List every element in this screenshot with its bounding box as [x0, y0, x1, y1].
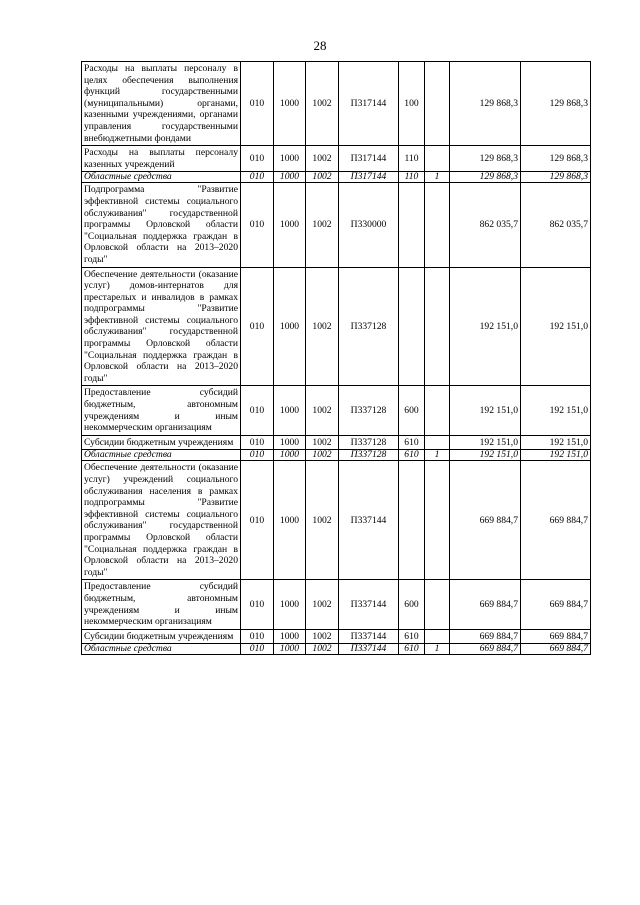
expense-type-cell: 110 [399, 172, 425, 183]
amount-total-cell: 669 884,7 [521, 461, 591, 580]
row-name-cell: Расходы на выплаты персоналу казенных учреждений [82, 146, 241, 172]
table-row [82, 267, 591, 386]
expense-type-cell: 610 [399, 629, 425, 644]
target-article-cell: П330000 [339, 183, 399, 267]
ministry-code-cell: 010 [241, 629, 274, 644]
table-row [82, 629, 591, 644]
amount-approved-cell: 129 868,3 [450, 62, 521, 146]
section-code-cell: 1000 [274, 644, 306, 655]
target-article-cell: П337144 [339, 644, 399, 655]
amount-total-cell: 192 151,0 [521, 435, 591, 450]
section-code-cell: 1000 [274, 461, 306, 580]
funding-code-cell: 1 [425, 644, 450, 655]
ministry-code-cell: 010 [241, 62, 274, 146]
funding-code-cell [425, 461, 450, 580]
funding-code-cell [425, 435, 450, 450]
target-article-cell: П337128 [339, 435, 399, 450]
expense-type-cell: 610 [399, 435, 425, 450]
funding-code-cell [425, 386, 450, 435]
amount-approved-cell: 192 151,0 [450, 435, 521, 450]
target-article-cell: П337128 [339, 267, 399, 386]
amount-total-cell: 669 884,7 [521, 644, 591, 655]
subsection-code-cell: 1002 [306, 580, 339, 629]
amount-approved-cell: 669 884,7 [450, 461, 521, 580]
amount-approved-cell: 669 884,7 [450, 580, 521, 629]
table-row [82, 435, 591, 450]
row-name-cell: Предоставление субсидий бюджетным, автономным учреждениям и иным некоммерческим организациям [82, 580, 241, 629]
subsection-code-cell: 1002 [306, 62, 339, 146]
subsection-code-cell: 1002 [306, 450, 339, 461]
funding-source-row [82, 644, 591, 655]
section-code-cell: 1000 [274, 62, 306, 146]
amount-approved-cell: 192 151,0 [450, 386, 521, 435]
section-code-cell: 1000 [274, 435, 306, 450]
expense-type-cell: 610 [399, 644, 425, 655]
ministry-code-cell: 010 [241, 644, 274, 655]
amount-total-cell: 669 884,7 [521, 580, 591, 629]
table-body [82, 62, 591, 655]
target-article-cell: П317144 [339, 146, 399, 172]
expense-type-cell: 600 [399, 580, 425, 629]
expense-type-cell [399, 267, 425, 386]
table-row [82, 386, 591, 435]
subsection-code-cell: 1002 [306, 644, 339, 655]
row-name-cell: Предоставление субсидий бюджетным, автономным учреждениям и иным некоммерческим организациям [82, 386, 241, 435]
funding-code-cell [425, 183, 450, 267]
ministry-code-cell: 010 [241, 435, 274, 450]
target-article-cell: П317144 [339, 172, 399, 183]
subsection-code-cell: 1002 [306, 146, 339, 172]
target-article-cell: П337128 [339, 386, 399, 435]
ministry-code-cell: 010 [241, 146, 274, 172]
funding-code-cell [425, 62, 450, 146]
row-name-cell: Областные средства [82, 450, 241, 461]
section-code-cell: 1000 [274, 183, 306, 267]
amount-total-cell: 129 868,3 [521, 172, 591, 183]
ministry-code-cell: 010 [241, 267, 274, 386]
amount-total-cell: 862 035,7 [521, 183, 591, 267]
expense-type-cell: 600 [399, 386, 425, 435]
amount-approved-cell: 129 868,3 [450, 172, 521, 183]
funding-code-cell [425, 267, 450, 386]
amount-approved-cell: 669 884,7 [450, 644, 521, 655]
section-code-cell: 1000 [274, 629, 306, 644]
table-row [82, 62, 591, 146]
subsection-code-cell: 1002 [306, 267, 339, 386]
subsection-code-cell: 1002 [306, 435, 339, 450]
row-name-cell: Субсидии бюджетным учреждениям [82, 629, 241, 644]
amount-approved-cell: 192 151,0 [450, 450, 521, 461]
row-name-cell: Областные средства [82, 172, 241, 183]
expense-type-cell [399, 183, 425, 267]
subsection-code-cell: 1002 [306, 461, 339, 580]
expense-type-cell: 100 [399, 62, 425, 146]
page-number: 28 [313, 38, 327, 53]
funding-source-row [82, 172, 591, 183]
target-article-cell: П337144 [339, 629, 399, 644]
ministry-code-cell: 010 [241, 450, 274, 461]
funding-code-cell [425, 580, 450, 629]
section-code-cell: 1000 [274, 172, 306, 183]
amount-approved-cell: 669 884,7 [450, 629, 521, 644]
amount-total-cell: 669 884,7 [521, 629, 591, 644]
ministry-code-cell: 010 [241, 580, 274, 629]
target-article-cell: П337128 [339, 450, 399, 461]
amount-total-cell: 129 868,3 [521, 146, 591, 172]
amount-total-cell: 192 151,0 [521, 267, 591, 386]
subsection-code-cell: 1002 [306, 386, 339, 435]
section-code-cell: 1000 [274, 580, 306, 629]
table-row [82, 461, 591, 580]
amount-approved-cell: 862 035,7 [450, 183, 521, 267]
section-code-cell: 1000 [274, 386, 306, 435]
funding-source-row [82, 450, 591, 461]
target-article-cell: П337144 [339, 580, 399, 629]
ministry-code-cell: 010 [241, 183, 274, 267]
row-name-cell: Областные средства [82, 644, 241, 655]
target-article-cell: П317144 [339, 62, 399, 146]
budget-table [81, 61, 591, 655]
table-row [82, 146, 591, 172]
row-name-cell: Подпрограмма "Развитие эффективной системы социального обслуживания" государственной программы Орловской области "Социальная поддержка граждан в Орловской области на 2013–2020 годы" [82, 183, 241, 267]
ministry-code-cell: 010 [241, 386, 274, 435]
funding-code-cell [425, 146, 450, 172]
funding-code-cell [425, 629, 450, 644]
expense-type-cell: 110 [399, 146, 425, 172]
row-name-cell: Обеспечение деятельности (оказание услуг) домов-интернатов для престарелых и инвалидов в рамках подпрограммы "Развитие эффективной системы социального обслуживания" государственной программы Орловской области "Социальная поддержка граждан в Орловской области на 2013–2020 годы" [82, 267, 241, 386]
funding-code-cell: 1 [425, 172, 450, 183]
expense-type-cell [399, 461, 425, 580]
subsection-code-cell: 1002 [306, 183, 339, 267]
section-code-cell: 1000 [274, 146, 306, 172]
amount-total-cell: 129 868,3 [521, 62, 591, 146]
row-name-cell: Расходы на выплаты персоналу в целях обеспечения выполнения функций государственными (муниципальными) органами, казенными учреждениями, органами управления государственными внебюджетными фондами [82, 62, 241, 146]
row-name-cell: Субсидии бюджетным учреждениям [82, 435, 241, 450]
subsection-code-cell: 1002 [306, 629, 339, 644]
amount-total-cell: 192 151,0 [521, 450, 591, 461]
subsection-code-cell: 1002 [306, 172, 339, 183]
amount-total-cell: 192 151,0 [521, 386, 591, 435]
amount-approved-cell: 129 868,3 [450, 146, 521, 172]
ministry-code-cell: 010 [241, 461, 274, 580]
table-row [82, 183, 591, 267]
target-article-cell: П337144 [339, 461, 399, 580]
table-row [82, 580, 591, 629]
row-name-cell: Обеспечение деятельности (оказание услуг) учреждений социального обслуживания населения в рамках подпрограммы "Развитие эффективной системы социального обслуживания" государственной программы Орловской области "Социальная поддержка граждан в Орловской области на 2013–2020 годы" [82, 461, 241, 580]
section-code-cell: 1000 [274, 267, 306, 386]
expense-type-cell: 610 [399, 450, 425, 461]
amount-approved-cell: 192 151,0 [450, 267, 521, 386]
ministry-code-cell: 010 [241, 172, 274, 183]
section-code-cell: 1000 [274, 450, 306, 461]
funding-code-cell: 1 [425, 450, 450, 461]
